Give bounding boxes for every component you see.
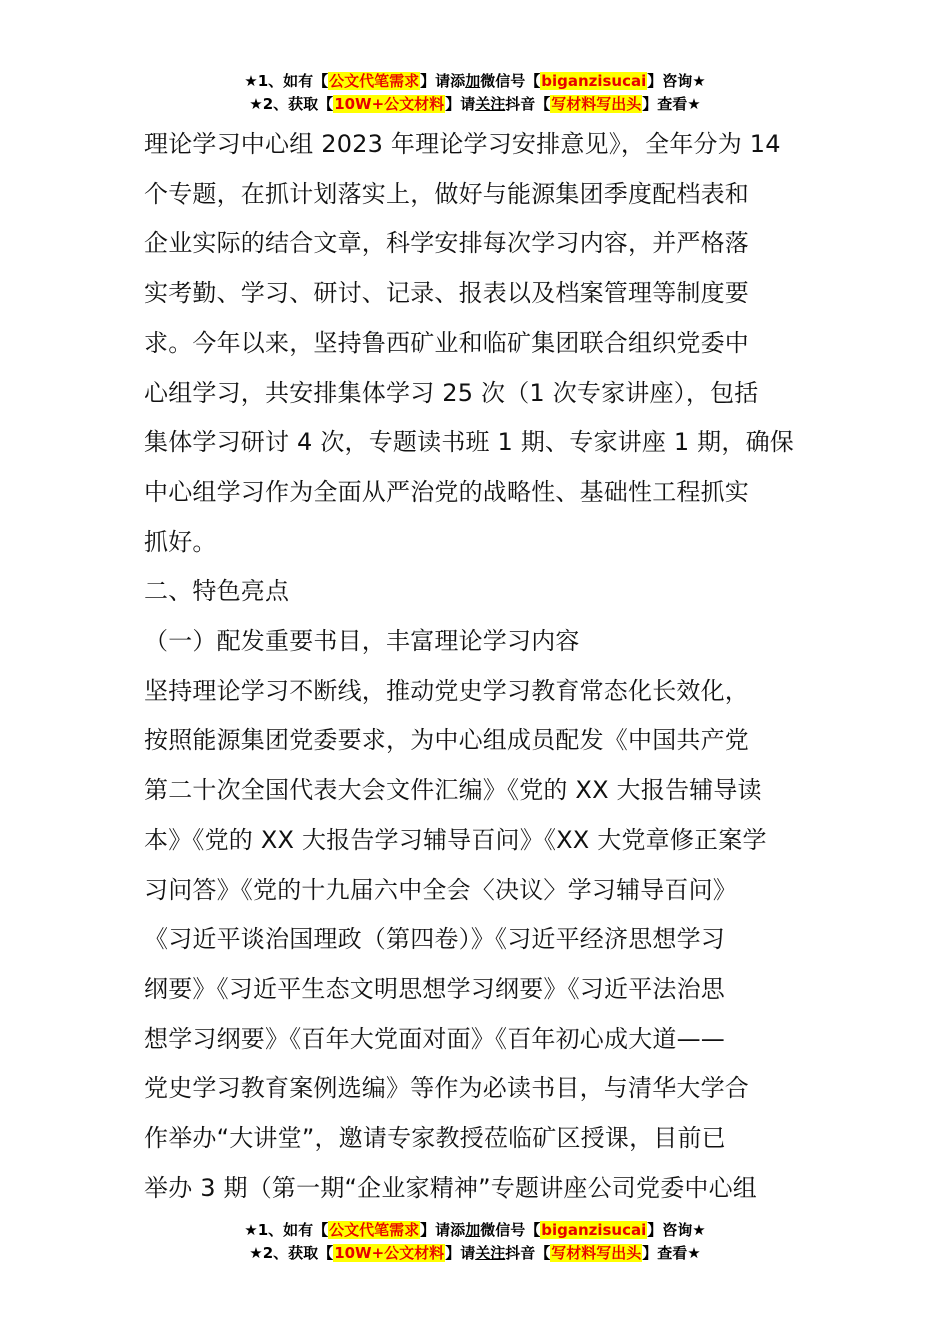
- banner-line-1: [0, 70, 950, 93]
- body-line: 个专题，在抓计划落实上，做好与能源集团季度配档表和: [144, 179, 749, 208]
- banner-line-2: [0, 1242, 950, 1265]
- body-line: 理论学习中心组 2023 年理论学习安排意见》，全年分为 14: [144, 130, 781, 158]
- banner-highlight-douyin-id: 写材料写出头: [551, 1244, 642, 1262]
- banner-highlight-wechat-id: biganzisucai: [541, 72, 647, 90]
- body-line: 党史学习教育案例选编》等作为必读书目，与清华大学合: [144, 1074, 749, 1103]
- banner-highlight-service: 公文代笔需求: [329, 1221, 420, 1239]
- body-line: 求。今年以来，坚持鲁西矿业和临矿集团联合组织党委中: [144, 328, 749, 357]
- body-line: 想学习纲要》《百年大党面对面》《百年初心成大道——: [144, 1024, 725, 1053]
- body-line: 坚持理论学习不断线，推动党史学习教育常态化长效化，: [144, 676, 749, 705]
- banner-text: ★1、如有【: [244, 72, 329, 90]
- body-line: 作举办“大讲堂”，邀请专家教授莅临矿区授课，目前已: [144, 1124, 726, 1153]
- banner-text: 】请: [445, 1244, 476, 1262]
- banner-highlight-douyin-id: 写材料写出头: [551, 95, 642, 113]
- body-line: 《习近平谈治国理政（第四卷）》《习近平经济思想学习: [144, 925, 725, 954]
- banner-highlight-materials: 10W+公文材料: [334, 95, 445, 113]
- banner-text: 】咨询★: [647, 1221, 706, 1239]
- banner-text: 】查看★: [642, 95, 701, 113]
- banner-text: ★1、如有【: [244, 1221, 329, 1239]
- body-line: 抓好。: [144, 527, 217, 556]
- body-line: 企业实际的结合文章，科学安排每次学习内容，并严格落: [144, 229, 749, 258]
- body-line: 习问答》《党的十九届六中全会〈决议〉学习辅导百问》: [144, 875, 737, 904]
- banner-text: 】请: [445, 95, 476, 113]
- banner-text: 抖音【: [505, 95, 551, 113]
- body-line: 集体学习研讨 4 次，专题读书班 1 期、专家讲座 1 期，确保: [144, 428, 794, 457]
- banner-underlined-text: 加: [465, 72, 481, 90]
- banner-text: 】咨询★: [647, 72, 706, 90]
- banner-line-2: [0, 93, 950, 116]
- banner-underlined-text: 关注: [475, 95, 506, 113]
- body-line: 实考勤、学习、研讨、记录、报表以及档案管理等制度要: [144, 279, 749, 308]
- banner-underlined-text: 加: [465, 1221, 481, 1239]
- banner-highlight-materials: 10W+公文材料: [334, 1244, 445, 1262]
- banner-text: ★2、获取【: [249, 95, 334, 113]
- body-line: 第二十次全国代表大会文件汇编》《党的 XX 大报告辅导读: [144, 776, 762, 805]
- body-line: 本》《党的 XX 大报告学习辅导百问》《XX 大党章修正案学: [144, 825, 767, 854]
- banner-text: 】请添: [420, 1221, 466, 1239]
- banner-highlight-wechat-id: biganzisucai: [541, 1221, 647, 1239]
- banner-underlined-text: 关注: [475, 1244, 506, 1262]
- footer-banner: [0, 1219, 950, 1265]
- body-line: 中心组学习作为全面从严治党的战略性、基础性工程抓实: [144, 477, 749, 506]
- banner-text: 抖音【: [505, 1244, 551, 1262]
- banner-text: 微信号【: [480, 1221, 541, 1239]
- body-line: 纲要》《习近平生态文明思想学习纲要》《习近平法治思: [144, 974, 725, 1003]
- body-line: 举办 3 期（第一期“企业家精神”专题讲座公司党委中心组: [144, 1173, 757, 1202]
- banner-text: 】请添: [420, 72, 466, 90]
- body-line: 心组学习，共安排集体学习 25 次（1 次专家讲座），包括: [144, 378, 759, 407]
- header-banner: [0, 70, 950, 116]
- section-heading: 二、特色亮点: [144, 577, 290, 606]
- document-body: [144, 120, 824, 1213]
- banner-text: 微信号【: [480, 72, 541, 90]
- banner-line-1: [0, 1219, 950, 1242]
- banner-text: 】查看★: [642, 1244, 701, 1262]
- banner-highlight-service: 公文代笔需求: [329, 72, 420, 90]
- subsection-heading: （一）配发重要书目，丰富理论学习内容: [144, 627, 580, 656]
- banner-text: ★2、获取【: [249, 1244, 334, 1262]
- body-line: 按照能源集团党委要求，为中心组成员配发《中国共产党: [144, 726, 749, 755]
